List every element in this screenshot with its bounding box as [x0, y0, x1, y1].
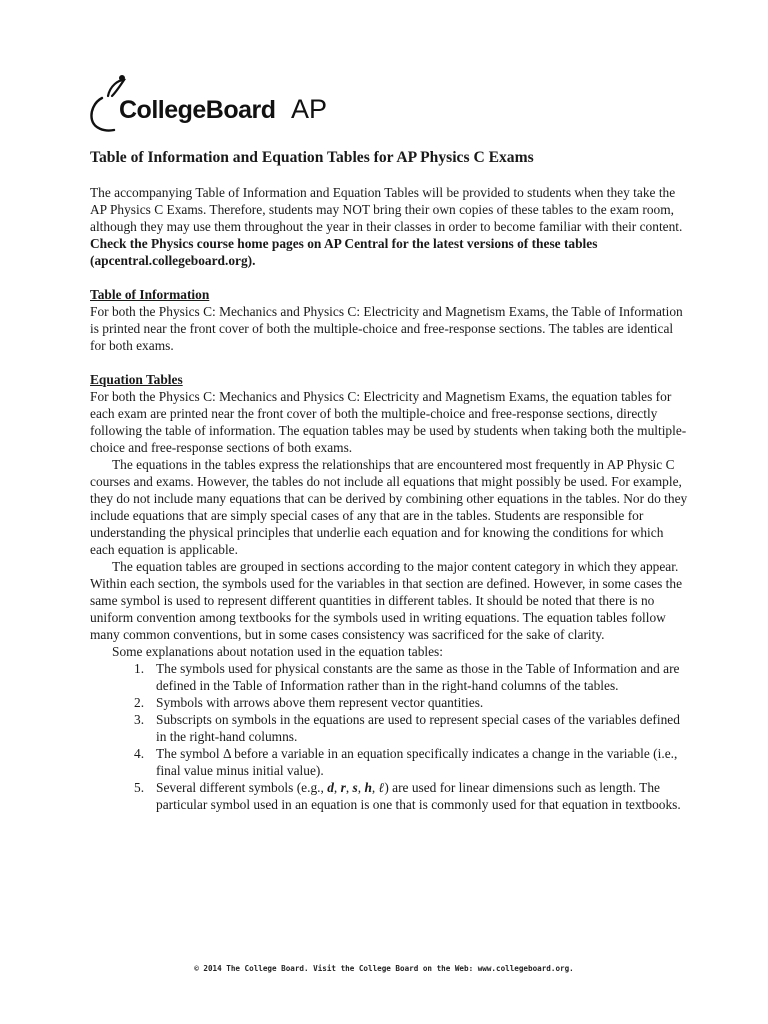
- section-heading-table-of-information: Table of Information: [90, 287, 210, 302]
- list-item: 4. The symbol Δ before a variable in an equation specifically indicates a change in the variable (i.e., final value minus initial value).: [134, 746, 678, 778]
- section-heading-equation-tables: Equation Tables: [90, 372, 183, 387]
- college-board-logo: [88, 74, 348, 138]
- brand-name: CollegeBoard: [119, 96, 276, 124]
- notation-list: [90, 660, 690, 813]
- intro-bold-note: Check the Physics course home pages on AP Central for the latest versions of these tables (apcentral.collegeboard.org).: [90, 236, 598, 268]
- list-item: 5. Several different symbols (e.g., d, r, s, h, ℓ) are used for linear dimensions such as length. The particular symbol used in an equation is one that is commonly used for that equation in textbooks.: [134, 780, 681, 812]
- list-item: 2. Symbols with arrows above them represent vector quantities.: [134, 695, 484, 710]
- symbol-r: r: [340, 780, 346, 795]
- page-footer: © 2014 The College Board. Visit the College Board on the Web: www.collegeboard.org.: [194, 964, 574, 973]
- page-title: Table of Information and Equation Tables for AP Physics C Exams: [90, 149, 534, 166]
- brand-suffix: AP: [291, 94, 328, 124]
- symbol-ell: ℓ: [378, 780, 385, 795]
- document-body: [90, 184, 690, 813]
- list-item: 1. The symbols used for physical constants are the same as those in the Table of Information and are defined in the Table of Information rather than in the right-hand columns of the tables.: [134, 661, 680, 693]
- equation-tables-paragraph-1: For both the Physics C: Mechanics and Physics C: Electricity and Magnetism Exams, the equation tables for each exam are printed near the front cover of both the multiple-choice and free-response sections, directly following the table of information. The equation tables may be used by students when taking both the multiple-choice and free-response sections of both exams.: [90, 389, 687, 455]
- equation-tables-paragraph-3: The equation tables are grouped in sections according to the major content category in which they appear. Within each section, the symbols used for the variables in that section are defined. However, in some cases the same symbol is used to represent different quantities in different tables. It should be noted that there is no uniform convention among textbooks for the symbols used in writing equations. The equation tables follow many common conventions, but in some cases consistency was sacrificed for the sake of clarity.: [90, 559, 683, 642]
- equation-tables-paragraph-4: Some explanations about notation used in the equation tables:: [112, 644, 443, 659]
- equation-tables-paragraph-2: The equations in the tables express the relationships that are encountered most frequently in AP Physic C courses and exams. However, the tables do not include all equations that might possibly be used. For example, they do not include many equations that can be derived by combining other equations in the tables. Nor do they include equations that are simply special cases of any that are in the tables. Students are responsible for understanding the physical principles that underlie each equation and for knowing the conditions for which each equation is applicable.: [90, 457, 688, 557]
- intro-paragraph: The accompanying Table of Information and Equation Tables will be provided to students when they take the AP Physics C Exams. Therefore, students may NOT bring their own copies of these tables to the exam room, although they may use them throughout the year in their classes in order to become familiar with their content. Check the Physics course home pages on AP Central for the latest versions of these tables (apcentral.collegeboard.org).: [90, 185, 683, 268]
- symbol-d: d: [327, 780, 334, 795]
- symbol-s: s: [352, 780, 358, 795]
- table-of-information-paragraph: For both the Physics C: Mechanics and Physics C: Electricity and Magnetism Exams, the Table of Information is printed near the front cover of both the multiple-choice and free-response sections. The tables are identical for both exams.: [90, 304, 683, 353]
- list-item: 3. Subscripts on symbols in the equations are used to represent special cases of the variables defined in the right-hand columns.: [134, 712, 680, 744]
- symbol-h: h: [364, 780, 372, 795]
